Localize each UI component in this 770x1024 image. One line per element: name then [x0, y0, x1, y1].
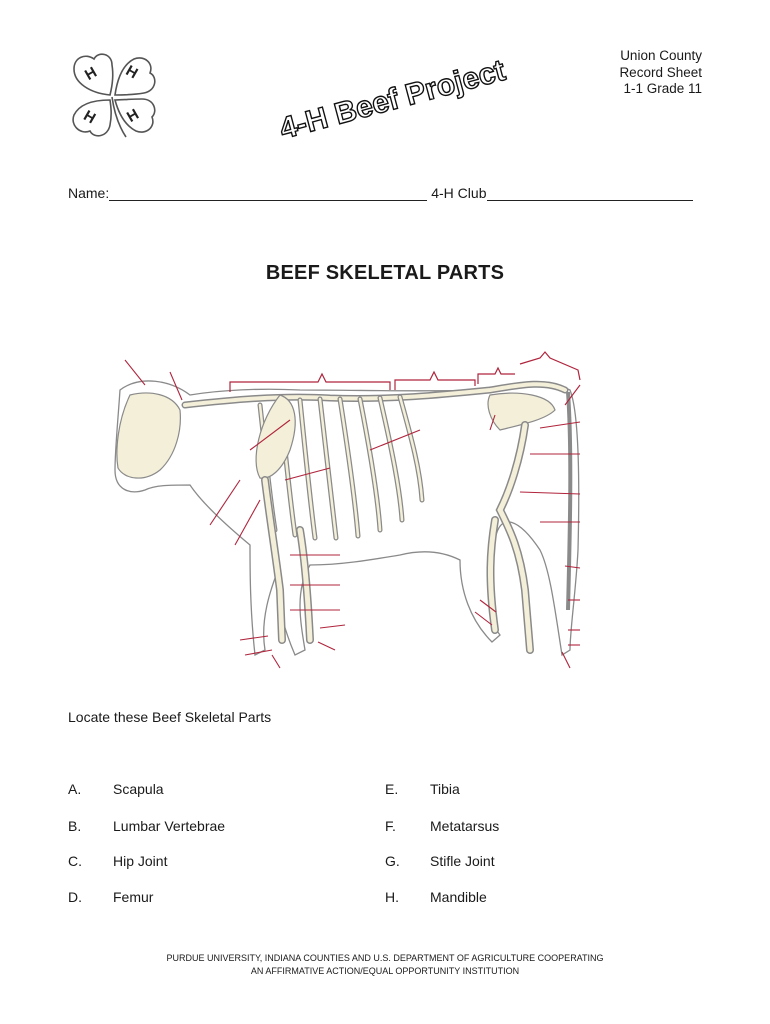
county-label: Union County — [620, 48, 702, 63]
project-title: 4-H Beef Project — [276, 53, 509, 146]
club-field[interactable] — [487, 186, 693, 201]
project-title-graphic — [275, 53, 509, 146]
svg-text:H: H — [82, 63, 100, 84]
part-letter: B. — [68, 818, 82, 834]
svg-text:H: H — [80, 107, 99, 128]
part-letter: A. — [68, 781, 82, 797]
part-letter: D. — [68, 889, 82, 905]
footer — [0, 952, 770, 978]
footer-line-1: PURDUE UNIVERSITY, INDIANA COUNTIES AND U.S. DEPARTMENT OF AGRICULTURE COOPERATING — [166, 953, 604, 963]
instructions-text: Locate these Beef Skeletal Parts — [68, 709, 272, 725]
part-term: Femur — [113, 889, 154, 905]
four-h-clover-logo — [60, 45, 165, 145]
footer-line-2: AN AFFIRMATIVE ACTION/EQUAL OPPORTUNITY INSTITUTION — [250, 966, 520, 976]
tail-bone — [568, 392, 570, 610]
part-term: Tibia — [430, 781, 460, 797]
part-letter: C. — [68, 853, 82, 869]
part-term: Mandible — [430, 889, 487, 905]
svg-text:H: H — [124, 105, 142, 126]
club-label: 4-H Club — [431, 185, 487, 201]
part-letter: E. — [385, 781, 399, 797]
part-letter: H. — [385, 889, 399, 905]
name-label: Name: — [68, 185, 110, 201]
name-field[interactable] — [109, 186, 427, 201]
part-term: Metatarsus — [430, 818, 500, 834]
part-term: Stifle Joint — [430, 853, 495, 869]
name-club-row — [68, 185, 702, 201]
record-sheet-info — [619, 48, 702, 98]
part-term: Hip Joint — [113, 853, 168, 869]
record-sheet-label: Record Sheet — [619, 64, 702, 80]
grade-label: 1-1 Grade 11 — [623, 81, 702, 96]
part-letter: G. — [385, 853, 400, 869]
page-heading: BEEF SKELETAL PARTS — [265, 262, 505, 284]
svg-text:H: H — [122, 62, 141, 83]
part-term: Lumbar Vertebrae — [113, 818, 226, 834]
part-term: Scapula — [113, 781, 164, 797]
beef-skeleton-diagram — [100, 350, 600, 680]
part-letter: F. — [385, 818, 396, 834]
